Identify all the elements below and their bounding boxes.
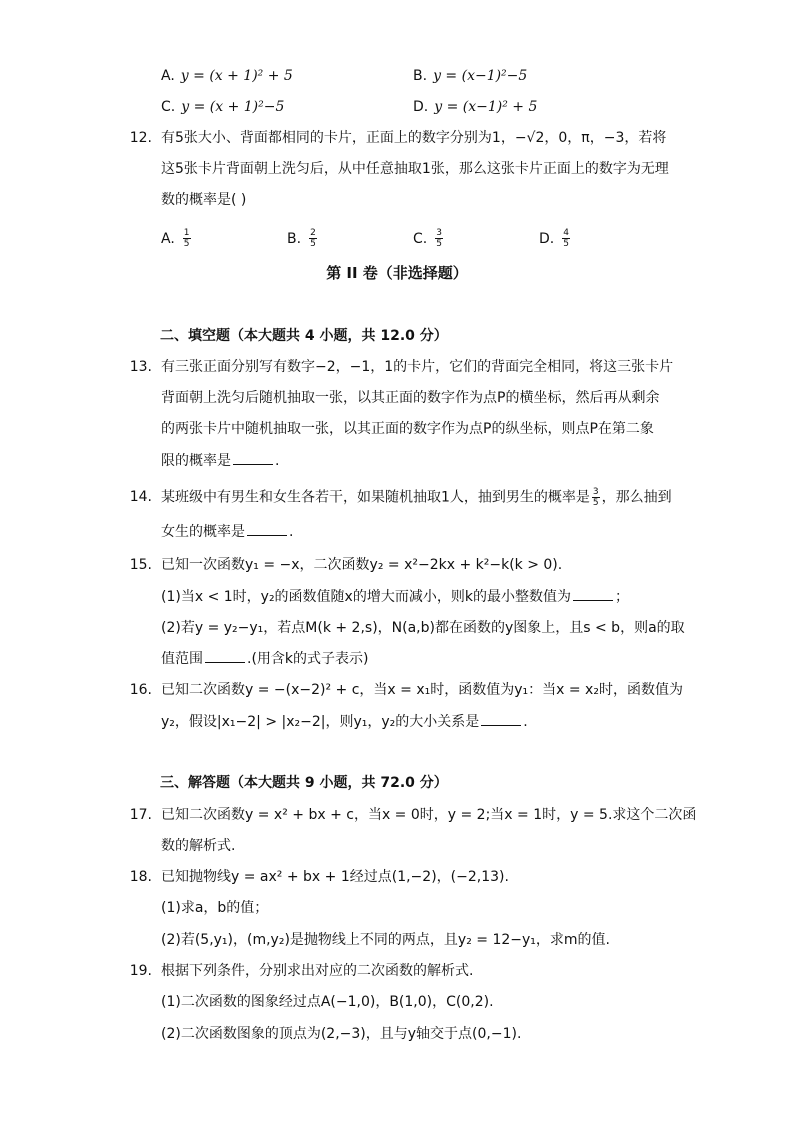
q15-line-1: 已知一次函数y₁ = −x，二次函数y₂ = x²−2kx + k²−k(k > 0). xyxy=(161,557,563,573)
answer-blank[interactable] xyxy=(247,523,287,536)
q15-line-4 xyxy=(161,649,368,669)
q19-line-1: 根据下列条件，分别求出对应的二次函数的解析式. xyxy=(161,963,474,979)
numerator: 2 xyxy=(310,228,316,238)
q19-line-3: (2)二次函数图象的顶点为(2,−3)，且与y轴交于点(0,−1). xyxy=(161,1026,522,1042)
period: . xyxy=(523,714,528,730)
q16-line-2 xyxy=(161,712,528,732)
option-letter: C. xyxy=(161,99,176,115)
question-number: 12. xyxy=(129,130,152,146)
q14-line-2-text: 女生的概率是 xyxy=(161,524,245,540)
q11-option-a xyxy=(161,66,293,86)
question-number: 15. xyxy=(129,557,152,573)
q12-option-a xyxy=(161,228,193,249)
section-3-title: 三、解答题（本大题共 9 小题，共 72.0 分） xyxy=(160,775,448,791)
q13-line-3: 的两张卡片中随机抽取一张，以其正面的数字作为点P的纵坐标，则点P在第二象 xyxy=(161,421,654,437)
option-expression: y = (x + 1)²−5 xyxy=(181,99,285,115)
q12-line-3: 数的概率是( ) xyxy=(161,192,247,208)
q11-option-d xyxy=(413,97,537,117)
answer-blank[interactable] xyxy=(573,588,613,601)
q13-line-4-text: 限的概率是 xyxy=(161,453,231,469)
option-letter: C. xyxy=(413,230,428,247)
q11-option-b xyxy=(413,66,527,86)
option-fraction xyxy=(309,228,317,249)
option-letter: D. xyxy=(413,99,429,115)
option-fraction xyxy=(183,228,191,249)
option-fraction xyxy=(562,228,570,249)
option-letter: B. xyxy=(413,68,428,84)
question-number: 13. xyxy=(129,359,152,375)
q14-text-a: 某班级中有男生和女生各若干，如果随机抽取1人，抽到男生的概率是 xyxy=(161,489,590,506)
q12-option-b xyxy=(287,228,319,249)
q15-line-2-text: (1)当x < 1时，y₂的函数值随x的增大而减小，则k的最小整数值为 xyxy=(161,589,571,605)
option-expression: y = (x−1)²−5 xyxy=(433,68,528,84)
denominator: 5 xyxy=(310,239,316,249)
q18-line-3: (2)若(5,y₁)，(m,y₂)是抛物线上不同的两点，且y₂ = 12−y₁，求m的值. xyxy=(161,932,610,948)
probability-fraction xyxy=(592,487,600,508)
option-letter: B. xyxy=(287,230,302,247)
q18-line-1: 已知抛物线y = ax² + bx + 1经过点(1,−2)，(−2,13). xyxy=(161,869,509,885)
q14-line-2 xyxy=(161,522,293,542)
question-number: 16. xyxy=(129,682,152,698)
period: . xyxy=(275,453,280,469)
option-letter: D. xyxy=(539,230,555,247)
q15-line-3: (2)若y = y₂−y₁，若点M(k + 2,s)，N(a,b)都在函数的y图象上，且s < b，则a的取 xyxy=(161,620,685,636)
q14-text-b: ，那么抽到 xyxy=(601,489,672,506)
q11-option-c xyxy=(161,97,284,117)
answer-blank[interactable] xyxy=(481,713,521,726)
numerator: 4 xyxy=(563,228,569,238)
q15-line-2 xyxy=(161,587,629,607)
q16-line-1: 已知二次函数y = −(x−2)² + c，当x = x₁时，函数值为y₁：当x = x₂时，函数值为 xyxy=(161,682,683,698)
q18-line-2: (1)求a，b的值； xyxy=(161,900,269,916)
option-letter: A. xyxy=(161,68,175,84)
q12-option-c xyxy=(413,228,445,249)
question-number: 17. xyxy=(129,807,152,823)
q12-option-d xyxy=(539,228,572,249)
q15-line-4-text-b: .(用含k的式子表示) xyxy=(247,651,369,667)
question-number: 19. xyxy=(129,963,152,979)
semicolon: ； xyxy=(614,589,629,605)
numerator: 1 xyxy=(183,228,190,238)
question-number: 18. xyxy=(129,869,152,885)
q17-line-1: 已知二次函数y = x² + bx + c，当x = 0时，y = 2;当x = 1时，y = 5.求这个二次函 xyxy=(161,807,697,823)
part-2-title: 第 II 卷（非选择题） xyxy=(326,264,468,282)
q12-line-2: 这5张卡片背面朝上洗匀后，从中任意抽取1张，那么这张卡片正面上的数字为无理 xyxy=(161,161,669,177)
numerator: 3 xyxy=(436,228,442,238)
answer-blank[interactable] xyxy=(205,650,245,663)
q17-line-2: 数的解析式. xyxy=(161,838,236,854)
q13-line-1: 有三张正面分别写有数字−2，−1，1的卡片，它们的背面完全相同，将这三张卡片 xyxy=(161,359,674,375)
q13-line-4 xyxy=(161,451,279,471)
period: . xyxy=(289,524,294,540)
answer-blank[interactable] xyxy=(233,452,273,465)
option-fraction xyxy=(435,228,443,249)
q15-line-4-text-a: 值范围 xyxy=(161,651,203,667)
question-number: 14. xyxy=(129,489,152,505)
denominator: 5 xyxy=(563,239,569,249)
q16-line-2-text: y₂，假设|x₁−2| > |x₂−2|，则y₁，y₂的大小关系是 xyxy=(161,714,480,730)
option-letter: A. xyxy=(161,230,175,247)
option-expression: y = (x + 1)² + 5 xyxy=(180,68,293,84)
denominator: 5 xyxy=(592,498,599,508)
q14-line-1 xyxy=(161,487,672,508)
q19-line-2: (1)二次函数的图象经过点A(−1,0)，B(1,0)，C(0,2). xyxy=(161,994,494,1010)
q13-line-2: 背面朝上洗匀后随机抽取一张，以其正面的数字作为点P的横坐标，然后再从剩余 xyxy=(161,390,660,406)
numerator: 3 xyxy=(592,487,599,497)
option-expression: y = (x−1)² + 5 xyxy=(434,99,538,115)
denominator: 5 xyxy=(183,239,190,249)
q12-line-1: 有5张大小、背面都相同的卡片，正面上的数字分别为1，−√2，0，π，−3，若将 xyxy=(161,130,667,146)
section-2-title: 二、填空题（本大题共 4 小题，共 12.0 分） xyxy=(160,328,448,344)
denominator: 5 xyxy=(436,239,442,249)
